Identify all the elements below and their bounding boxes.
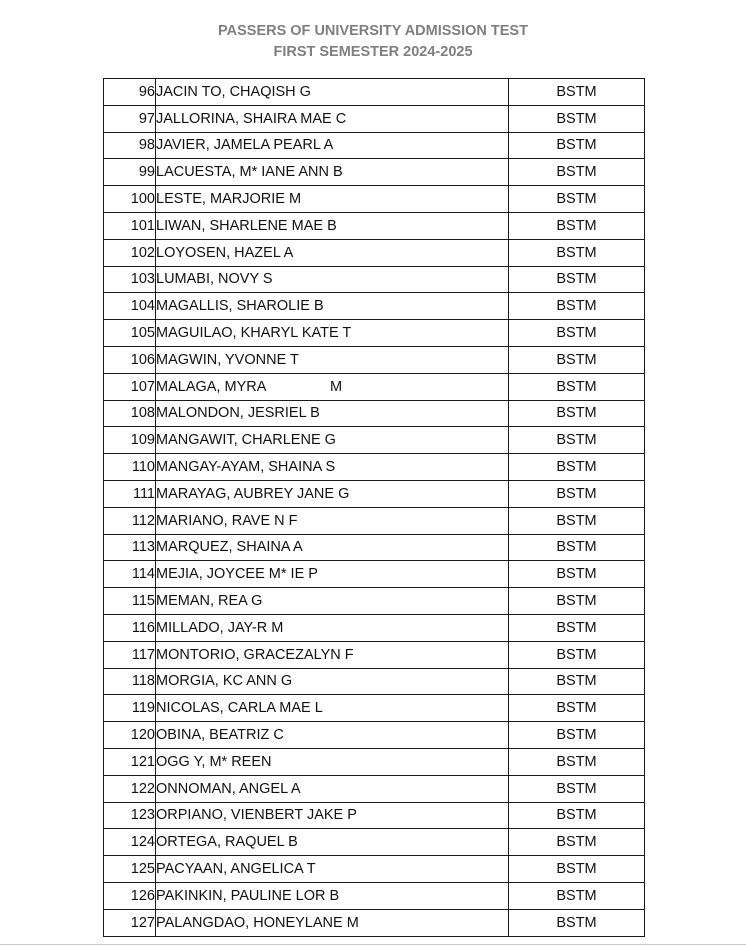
row-number: 102 bbox=[104, 239, 156, 266]
passer-name: MORGIA, KC ANN G bbox=[156, 668, 509, 695]
course-code: BSTM bbox=[509, 159, 645, 186]
passer-name: MARIANO, RAVE N F bbox=[156, 507, 509, 534]
row-number: 120 bbox=[104, 722, 156, 749]
table-row bbox=[104, 212, 645, 239]
course-code: BSTM bbox=[509, 266, 645, 293]
row-number: 112 bbox=[104, 507, 156, 534]
passer-name: OGG Y, M* REEN bbox=[156, 748, 509, 775]
row-number: 116 bbox=[104, 614, 156, 641]
row-number: 104 bbox=[104, 293, 156, 320]
course-code: BSTM bbox=[509, 668, 645, 695]
course-code: BSTM bbox=[509, 561, 645, 588]
passer-name: JALLORINA, SHAIRA MAE C bbox=[156, 105, 509, 132]
row-number: 117 bbox=[104, 641, 156, 668]
passer-name: LUMABI, NOVY S bbox=[156, 266, 509, 293]
course-code: BSTM bbox=[509, 748, 645, 775]
passer-name: LIWAN, SHARLENE MAE B bbox=[156, 212, 509, 239]
document-title: PASSERS OF UNIVERSITY ADMISSION TEST bbox=[218, 23, 528, 39]
table-row bbox=[104, 856, 645, 883]
passer-name: PAKINKIN, PAULINE LOR B bbox=[156, 882, 509, 909]
passer-name: LACUESTA, M* IANE ANN B bbox=[156, 159, 509, 186]
table-row bbox=[104, 722, 645, 749]
document-subtitle: FIRST SEMESTER 2024-2025 bbox=[273, 44, 473, 60]
row-number: 106 bbox=[104, 346, 156, 373]
row-number: 98 bbox=[104, 132, 156, 159]
row-number: 101 bbox=[104, 212, 156, 239]
course-code: BSTM bbox=[509, 722, 645, 749]
row-number: 97 bbox=[104, 105, 156, 132]
course-code: BSTM bbox=[509, 79, 645, 106]
table-row bbox=[104, 105, 645, 132]
course-code: BSTM bbox=[509, 239, 645, 266]
row-number: 103 bbox=[104, 266, 156, 293]
course-code: BSTM bbox=[509, 909, 645, 936]
row-number: 107 bbox=[104, 373, 156, 400]
passer-name: LOYOSEN, HAZEL A bbox=[156, 239, 509, 266]
table-row bbox=[104, 79, 645, 106]
page-bottom-rule bbox=[0, 944, 746, 945]
course-code: BSTM bbox=[509, 320, 645, 347]
course-code: BSTM bbox=[509, 212, 645, 239]
table-row bbox=[104, 266, 645, 293]
table-row bbox=[104, 641, 645, 668]
table-row bbox=[104, 668, 645, 695]
course-code: BSTM bbox=[509, 346, 645, 373]
table-row bbox=[104, 588, 645, 615]
row-number: 121 bbox=[104, 748, 156, 775]
passer-name: MAGWIN, YVONNE T bbox=[156, 346, 509, 373]
row-number: 109 bbox=[104, 427, 156, 454]
table-row bbox=[104, 132, 645, 159]
course-code: BSTM bbox=[509, 588, 645, 615]
passer-name: LESTE, MARJORIE M bbox=[156, 186, 509, 213]
table-row bbox=[104, 507, 645, 534]
course-code: BSTM bbox=[509, 507, 645, 534]
passer-name: NICOLAS, CARLA MAE L bbox=[156, 695, 509, 722]
row-number: 99 bbox=[104, 159, 156, 186]
course-code: BSTM bbox=[509, 534, 645, 561]
row-number: 124 bbox=[104, 829, 156, 856]
table-row bbox=[104, 239, 645, 266]
row-number: 113 bbox=[104, 534, 156, 561]
row-number: 114 bbox=[104, 561, 156, 588]
table-row bbox=[104, 346, 645, 373]
passer-name: MANGAWIT, CHARLENE G bbox=[156, 427, 509, 454]
passers-table bbox=[103, 78, 645, 937]
table-row bbox=[104, 614, 645, 641]
passer-name: MEJIA, JOYCEE M* IE P bbox=[156, 561, 509, 588]
table-row bbox=[104, 909, 645, 936]
table-row bbox=[104, 373, 645, 400]
passer-name: ORTEGA, RAQUEL B bbox=[156, 829, 509, 856]
passer-name: MEMAN, REA G bbox=[156, 588, 509, 615]
passer-name: PACYAAN, ANGELICA T bbox=[156, 856, 509, 883]
course-code: BSTM bbox=[509, 802, 645, 829]
passer-name: JACIN TO, CHAQISH G bbox=[156, 79, 509, 106]
row-number: 108 bbox=[104, 400, 156, 427]
course-code: BSTM bbox=[509, 427, 645, 454]
passer-name: PALANGDAO, HONEYLANE M bbox=[156, 909, 509, 936]
course-code: BSTM bbox=[509, 856, 645, 883]
table-row bbox=[104, 454, 645, 481]
passer-name: ORPIANO, VIENBERT JAKE P bbox=[156, 802, 509, 829]
course-code: BSTM bbox=[509, 132, 645, 159]
passer-name: MANGAY-AYAM, SHAINA S bbox=[156, 454, 509, 481]
passer-name: MALONDON, JESRIEL B bbox=[156, 400, 509, 427]
row-number: 96 bbox=[104, 79, 156, 106]
table-row bbox=[104, 293, 645, 320]
course-code: BSTM bbox=[509, 614, 645, 641]
table-row bbox=[104, 159, 645, 186]
table-row bbox=[104, 829, 645, 856]
table-row bbox=[104, 695, 645, 722]
passer-name: MARAYAG, AUBREY JANE G bbox=[156, 480, 509, 507]
course-code: BSTM bbox=[509, 454, 645, 481]
row-number: 115 bbox=[104, 588, 156, 615]
course-code: BSTM bbox=[509, 186, 645, 213]
row-number: 122 bbox=[104, 775, 156, 802]
table-row bbox=[104, 186, 645, 213]
course-code: BSTM bbox=[509, 105, 645, 132]
course-code: BSTM bbox=[509, 293, 645, 320]
passer-name: JAVIER, JAMELA PEARL A bbox=[156, 132, 509, 159]
passer-name: MILLADO, JAY-R M bbox=[156, 614, 509, 641]
table-row bbox=[104, 882, 645, 909]
course-code: BSTM bbox=[509, 641, 645, 668]
table-row bbox=[104, 775, 645, 802]
passer-name: MALAGA, MYRA M bbox=[156, 373, 509, 400]
passer-name: MARQUEZ, SHAINA A bbox=[156, 534, 509, 561]
course-code: BSTM bbox=[509, 775, 645, 802]
passer-name: MAGUILAO, KHARYL KATE T bbox=[156, 320, 509, 347]
row-number: 126 bbox=[104, 882, 156, 909]
passer-name: OBINA, BEATRIZ C bbox=[156, 722, 509, 749]
table-row bbox=[104, 400, 645, 427]
table-row bbox=[104, 748, 645, 775]
course-code: BSTM bbox=[509, 882, 645, 909]
passer-name: MAGALLIS, SHAROLIE B bbox=[156, 293, 509, 320]
table-row bbox=[104, 534, 645, 561]
passer-name: MONTORIO, GRACEZALYN F bbox=[156, 641, 509, 668]
row-number: 105 bbox=[104, 320, 156, 347]
row-number: 100 bbox=[104, 186, 156, 213]
row-number: 123 bbox=[104, 802, 156, 829]
row-number: 119 bbox=[104, 695, 156, 722]
row-number: 111 bbox=[104, 480, 156, 507]
course-code: BSTM bbox=[509, 829, 645, 856]
passer-name: ONNOMAN, ANGEL A bbox=[156, 775, 509, 802]
course-code: BSTM bbox=[509, 400, 645, 427]
row-number: 125 bbox=[104, 856, 156, 883]
course-code: BSTM bbox=[509, 373, 645, 400]
passers-table-body bbox=[104, 79, 645, 937]
row-number: 127 bbox=[104, 909, 156, 936]
table-row bbox=[104, 320, 645, 347]
course-code: BSTM bbox=[509, 480, 645, 507]
table-row bbox=[104, 480, 645, 507]
table-row bbox=[104, 802, 645, 829]
table-row bbox=[104, 561, 645, 588]
course-code: BSTM bbox=[509, 695, 645, 722]
table-row bbox=[104, 427, 645, 454]
row-number: 110 bbox=[104, 454, 156, 481]
row-number: 118 bbox=[104, 668, 156, 695]
